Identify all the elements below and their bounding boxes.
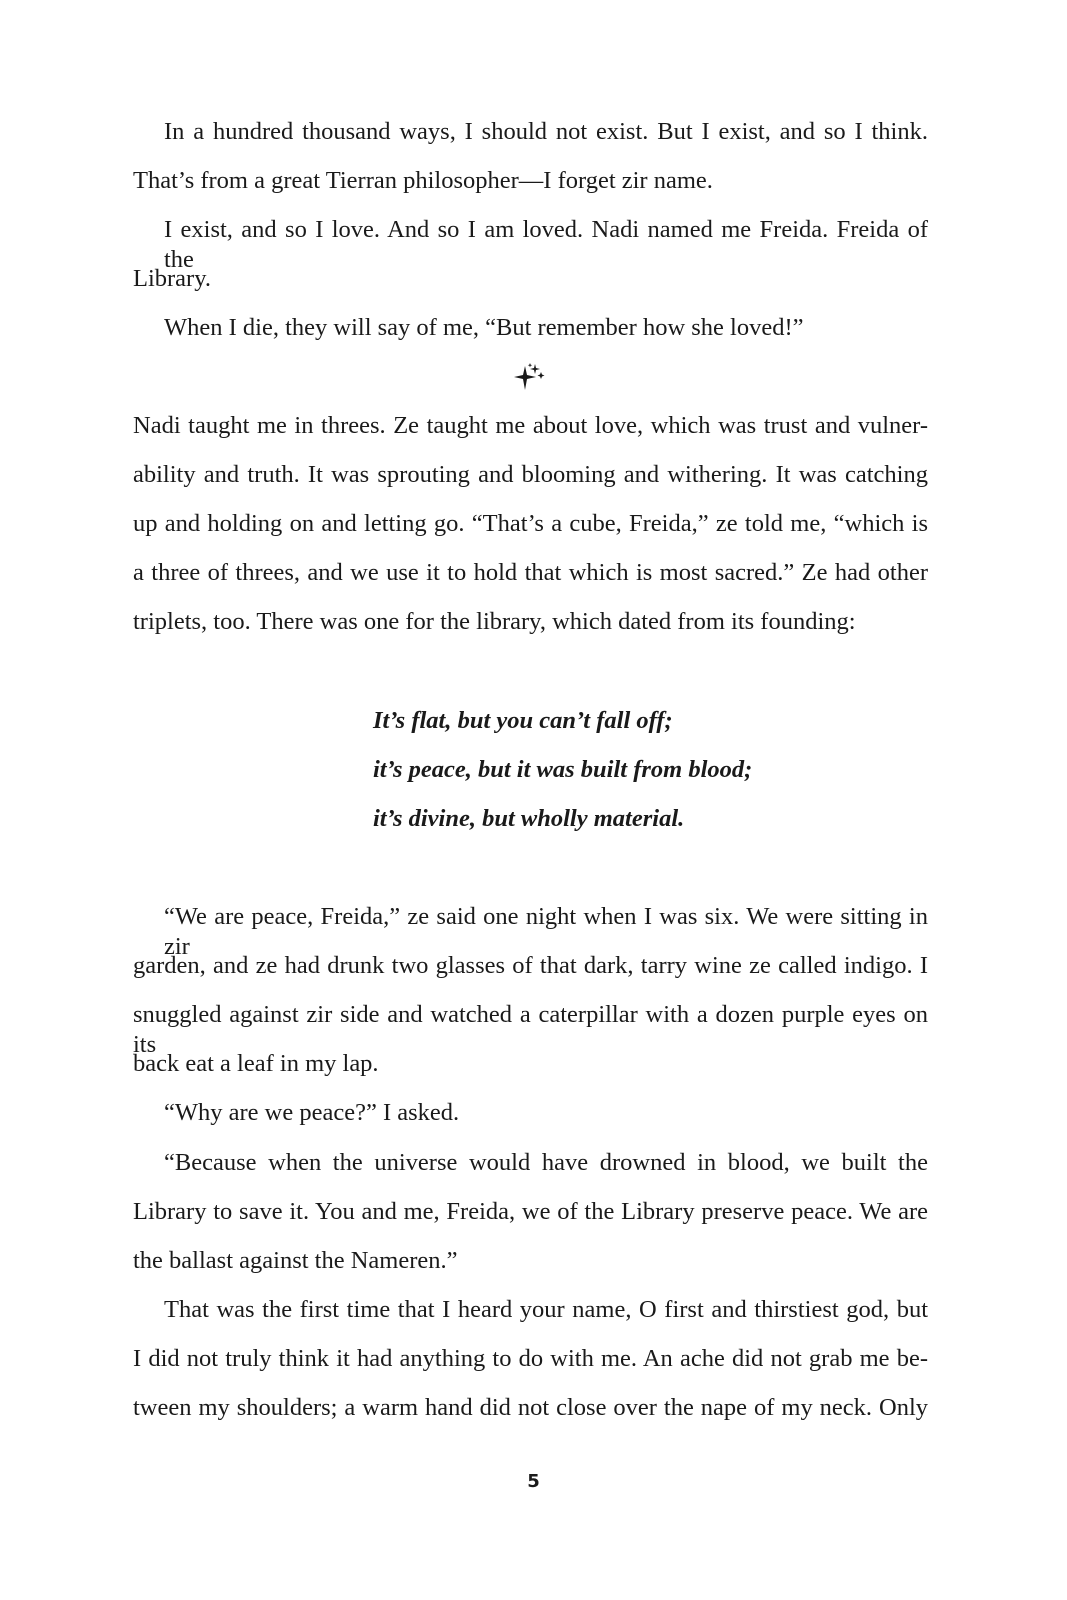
- text-line: “Why are we peace?” I asked.: [164, 1099, 460, 1126]
- text-line: That was the first time that I heard your name, O first and thirstiest god, but: [164, 1296, 928, 1323]
- text-line: When I die, they will say of me, “But remember how she loved!”: [164, 314, 804, 341]
- text-line: triplets, too. There was one for the library, which dated from its founding:: [133, 608, 856, 635]
- text-line: Library.: [133, 265, 211, 292]
- text-line: “We are peace, Freida,” ze said one night when I was six. We were sitting in zir: [164, 903, 928, 960]
- text-line: I did not truly think it had anything to do with me. An ache did not grab me be-: [133, 1345, 928, 1372]
- text-line: the ballast against the Nameren.”: [133, 1247, 458, 1274]
- verse-line: It’s flat, but you can’t fall off;: [373, 707, 673, 734]
- text-line: a three of threes, and we use it to hold that which is most sacred.” Ze had other: [133, 559, 928, 586]
- text-line: “Because when the universe would have drowned in blood, we built the: [164, 1149, 928, 1176]
- text-line: That’s from a great Tierran philosopher—I forget zir name.: [133, 167, 713, 194]
- page-number: 5: [527, 1471, 540, 1492]
- text-line: ability and truth. It was sprouting and blooming and withering. It was catching: [133, 461, 928, 488]
- text-line: up and holding on and letting go. “That’s a cube, Freida,” ze told me, “which is: [133, 510, 928, 537]
- text-line: Library to save it. You and me, Freida, we of the Library preserve peace. We are: [133, 1198, 928, 1225]
- text-line: I exist, and so I love. And so I am loved. Nadi named me Freida. Freida of the: [164, 216, 928, 273]
- verse-line: it’s peace, but it was built from blood;: [373, 756, 753, 783]
- sparkle-ornament-icon: [512, 362, 546, 392]
- text-line: In a hundred thousand ways, I should not exist. But I exist, and so I think.: [164, 118, 928, 145]
- text-line: garden, and ze had drunk two glasses of that dark, tarry wine ze called indigo. I: [133, 952, 928, 979]
- text-line: snuggled against zir side and watched a caterpillar with a dozen purple eyes on its: [133, 1001, 928, 1058]
- text-line: Nadi taught me in threes. Ze taught me about love, which was trust and vulner-: [133, 412, 928, 439]
- text-line: back eat a leaf in my lap.: [133, 1050, 379, 1077]
- text-line: tween my shoulders; a warm hand did not close over the nape of my neck. Only: [133, 1394, 928, 1421]
- verse-line: it’s divine, but wholly material.: [373, 805, 685, 832]
